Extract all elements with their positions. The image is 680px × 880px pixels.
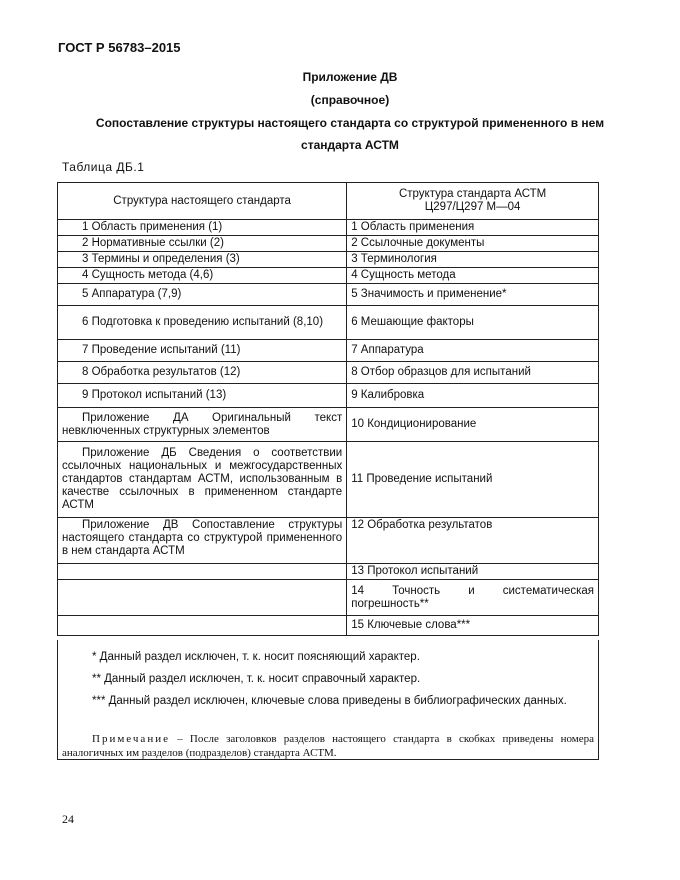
table-notes xyxy=(57,640,599,760)
table-row xyxy=(58,408,599,442)
col2-header xyxy=(347,183,599,220)
left-cell: 3 Термины и определения (3) xyxy=(58,252,347,268)
left-cell-empty xyxy=(58,580,347,616)
right-cell: 2 Ссылочные документы xyxy=(347,236,599,252)
right-cell: 15 Ключевые слова*** xyxy=(347,616,599,636)
table-row xyxy=(58,580,599,616)
table-row xyxy=(58,220,599,236)
primechanie-text: – После заголовков разделов настоящего стандарта в скобках приведены номера аналогичных им разделов (подразделов) стандарта АСТМ. xyxy=(62,733,594,759)
left-cell: 4 Сущность метода (4,6) xyxy=(58,268,347,284)
left-cell-empty xyxy=(58,564,347,580)
appendix-heading-line1: Сопоставление структуры настоящего стандарта со структурой примененного в нем xyxy=(95,116,605,130)
right-cell: 6 Мешающие факторы xyxy=(347,306,599,340)
right-cell: 8 Отбор образцов для испытаний xyxy=(347,362,599,384)
col2-header-line1: Структура стандарта АСТМ xyxy=(398,188,547,200)
table-row xyxy=(58,252,599,268)
right-cell: 4 Сущность метода xyxy=(347,268,599,284)
footnote-1: * Данный раздел исключен, т. к. носит поясняющий характер. xyxy=(92,651,420,663)
page-number: 24 xyxy=(62,812,74,826)
table-row xyxy=(58,236,599,252)
appendix-heading-line2: стандарта АСТМ xyxy=(301,138,399,152)
table-row xyxy=(58,362,599,384)
left-cell: Приложение ДА Оригинальный текст невключенных структурных элементов xyxy=(58,408,347,442)
appendix-subtitle: (справочное) xyxy=(310,93,390,107)
primechanie-label: Примечание xyxy=(92,733,170,745)
left-cell-empty xyxy=(58,616,347,636)
footnote-2: ** Данный раздел исключен, т. к. носит справочный характер. xyxy=(92,673,421,685)
col2-header-line2: Ц297/Ц297 М—04 xyxy=(424,201,521,213)
left-cell: 9 Протокол испытаний (13) xyxy=(58,384,347,408)
right-cell: 7 Аппаратура xyxy=(347,340,599,362)
left-cell: Приложение ДВ Сопоставление структуры настоящего стандарта со структурой примененного в нем стандарта АСТМ xyxy=(58,518,347,564)
left-cell: 5 Аппаратура (7,9) xyxy=(58,284,347,306)
document-code: ГОСТ Р 56783–2015 xyxy=(58,40,181,55)
left-cell: 1 Область применения (1) xyxy=(58,220,347,236)
table-row xyxy=(58,518,599,564)
right-cell: 11 Проведение испытаний xyxy=(347,442,599,518)
right-cell: 12 Обработка результатов xyxy=(347,518,599,564)
left-cell: 7 Проведение испытаний (11) xyxy=(58,340,347,362)
right-cell: 10 Кондиционирование xyxy=(347,408,599,442)
primechanie-note xyxy=(62,732,594,760)
structure-comparison-table xyxy=(57,182,599,636)
right-cell: 1 Область применения xyxy=(347,220,599,236)
table-row xyxy=(58,442,599,518)
right-cell: 9 Калибровка xyxy=(347,384,599,408)
table-header-row xyxy=(58,183,599,220)
right-cell: 14 Точность и систематическая погрешность** xyxy=(347,580,599,616)
appendix-title: Приложение ДВ xyxy=(302,70,398,84)
table-row xyxy=(58,284,599,306)
table-row xyxy=(58,268,599,284)
right-cell: 3 Терминология xyxy=(347,252,599,268)
left-cell: 8 Обработка результатов (12) xyxy=(58,362,347,384)
table-row xyxy=(58,384,599,408)
right-cell: 13 Протокол испытаний xyxy=(347,564,599,580)
left-cell: Приложение ДБ Сведения о соответствии ссылочных национальных и межгосударственных стандартов стандартам АСТМ, использованным в качестве ссылочных в примененном стандарте АСТМ xyxy=(58,442,347,518)
table-row xyxy=(58,616,599,636)
table-row xyxy=(58,306,599,340)
table-row xyxy=(58,564,599,580)
col1-header: Структура настоящего стандарта xyxy=(58,183,347,220)
left-cell: 2 Нормативные ссылки (2) xyxy=(58,236,347,252)
footnote-3: *** Данный раздел исключен, ключевые слова приведены в библиографических данных. xyxy=(92,695,567,707)
table-row xyxy=(58,340,599,362)
table-name: Таблица ДБ.1 xyxy=(62,160,145,174)
right-cell: 5 Значимость и применение* xyxy=(347,284,599,306)
left-cell: 6 Подготовка к проведению испытаний (8,10) xyxy=(58,306,347,340)
